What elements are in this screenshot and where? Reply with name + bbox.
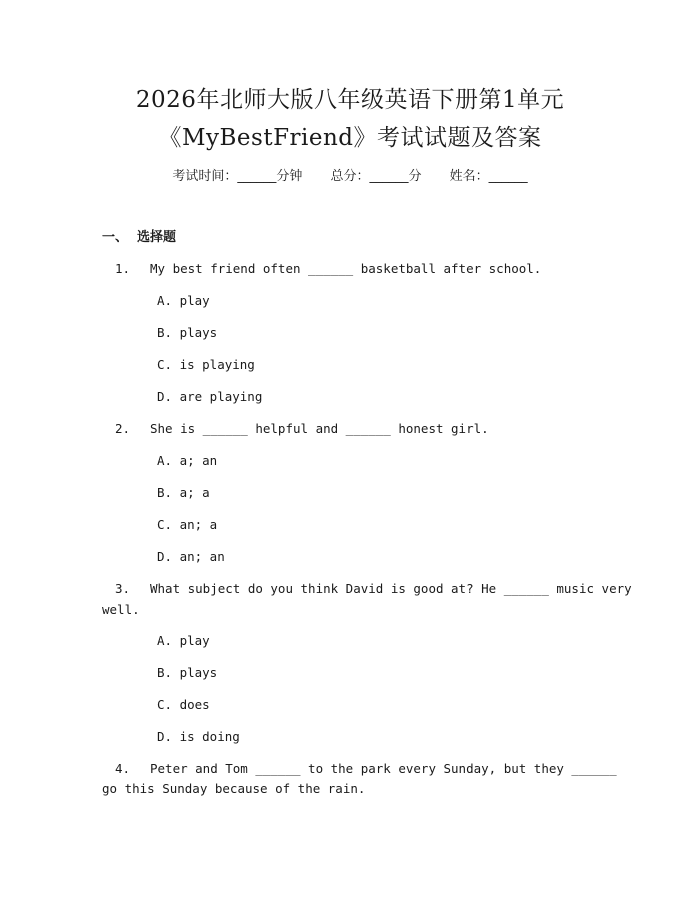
question-1 <box>102 259 602 279</box>
question-3 <box>102 579 632 599</box>
question-3-option-b: B. plays <box>157 665 218 680</box>
question-text: She is ______ helpful and ______ honest girl. <box>150 421 489 436</box>
question-1-option-b: B. plays <box>157 325 218 340</box>
question-number: 4. <box>114 761 130 776</box>
question-2-option-b: B. a; a <box>157 485 210 500</box>
question-1-option-c: C. is playing <box>157 357 255 372</box>
total-score-field: 总分：______分 <box>330 169 422 184</box>
question-text: What subject do you think David is good at? He ______ music very <box>150 581 632 596</box>
question-3-option-c: C. does <box>157 697 210 712</box>
exam-title-line2: 《MyBestFriend》考试试题及答案 <box>158 125 542 151</box>
section-heading: 一、 选择题 <box>102 230 177 245</box>
question-number: 2. <box>114 421 130 436</box>
question-text: Peter and Tom ______ to the park every Sunday, but they ______ <box>150 761 617 776</box>
question-number: 1. <box>114 261 130 276</box>
question-3-continuation: well. <box>102 602 140 617</box>
question-text: My best friend often ______ basketball after school. <box>150 261 542 276</box>
question-4-continuation: go this Sunday because of the rain. <box>102 781 366 796</box>
question-3-option-a: A. play <box>157 633 210 648</box>
question-2-option-a: A. a; an <box>157 453 218 468</box>
question-1-option-a: A. play <box>157 293 210 308</box>
exam-title-line1: 2026年北师大版八年级英语下册第1单元 <box>135 87 565 113</box>
question-2-option-c: C. an; a <box>157 517 218 532</box>
exam-meta <box>0 168 700 186</box>
question-number: 3. <box>114 581 130 596</box>
student-name-field: 姓名：______ <box>449 169 528 184</box>
question-2-option-d: D. an; an <box>157 549 225 564</box>
question-1-option-d: D. are playing <box>157 389 263 404</box>
question-3-option-d: D. is doing <box>157 729 240 744</box>
question-4 <box>102 759 617 779</box>
exam-time-field: 考试时间：______分钟 <box>172 169 303 184</box>
question-2 <box>102 419 602 439</box>
